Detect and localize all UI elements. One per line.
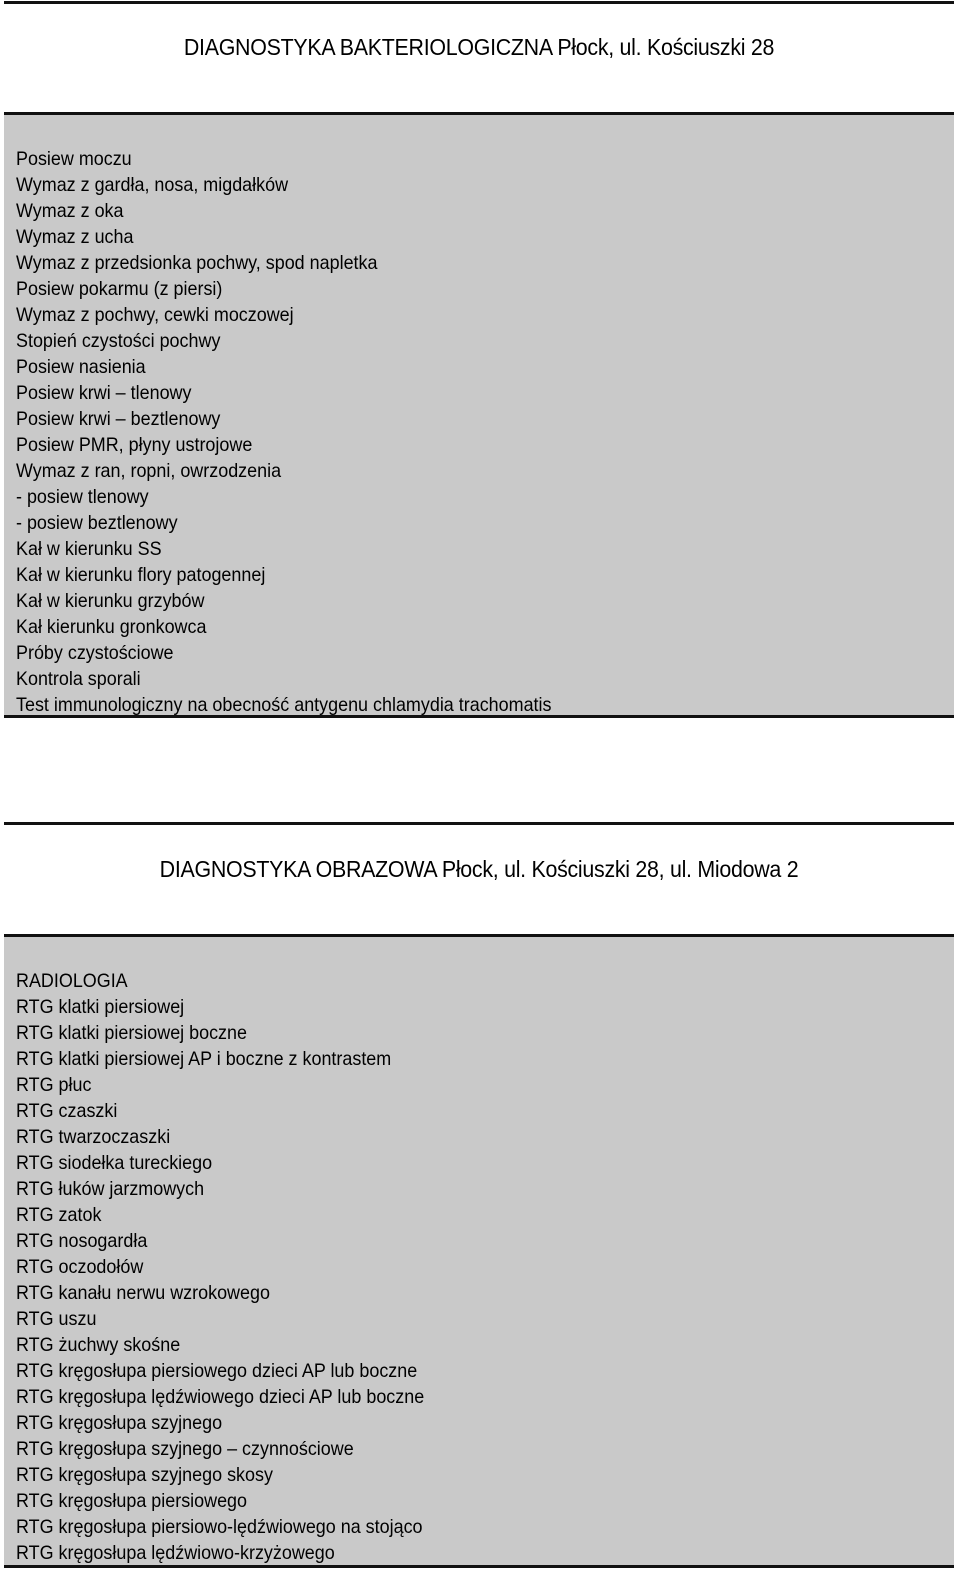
list-item: RTG klatki piersiowej boczne [16, 1022, 247, 1044]
list-item: RTG kręgosłupa piersiowego dzieci AP lub boczne [16, 1360, 418, 1382]
list-item: RTG uszu [16, 1308, 97, 1330]
list-item: RTG łuków jarzmowych [16, 1178, 205, 1200]
list-item: Kał w kierunku SS [16, 538, 162, 560]
list-item: Posiew pokarmu (z piersi) [16, 278, 223, 300]
list-item: RADIOLOGIA [16, 970, 128, 992]
list-item: RTG klatki piersiowej [16, 996, 185, 1018]
list-item: Kał kierunku gronkowca [16, 616, 207, 638]
list-item: RTG kręgosłupa szyjnego [16, 1412, 223, 1434]
list-item: - posiew tlenowy [16, 486, 149, 508]
list-item: RTG kręgosłupa szyjnego skosy [16, 1464, 273, 1486]
list-item: RTG oczodołów [16, 1256, 144, 1278]
list-item: Próby czystościowe [16, 642, 174, 664]
list-item: RTG czaszki [16, 1100, 118, 1122]
imaging-list [16, 968, 460, 1566]
list-item: Posiew moczu [16, 148, 132, 170]
list-item: RTG nosogardła [16, 1230, 148, 1252]
list-item: RTG kręgosłupa lędźwiowego dzieci AP lub boczne [16, 1386, 425, 1408]
list-item: Wymaz z ucha [16, 226, 134, 248]
list-item: Kał w kierunku grzybów [16, 590, 205, 612]
top-rule [4, 1, 954, 4]
list-item: Wymaz z gardła, nosa, migdałków [16, 174, 289, 196]
list-item: Wymaz z oka [16, 200, 124, 222]
list-item: RTG zatok [16, 1204, 102, 1226]
list-item: RTG kręgosłupa lędźwiowo-krzyżowego [16, 1542, 335, 1564]
list-item: Stopień czystości pochwy [16, 330, 221, 352]
bacteriology-list [16, 146, 598, 718]
imaging-panel [4, 934, 954, 1568]
list-item: Wymaz z pochwy, cewki moczowej [16, 304, 294, 326]
list-item: Test immunologiczny na obecność antygenu chlamydia trachomatis [16, 694, 552, 716]
list-item: RTG żuchwy skośne [16, 1334, 181, 1356]
list-item: RTG twarzoczaszki [16, 1126, 171, 1148]
list-item: Posiew nasienia [16, 356, 146, 378]
list-item: Posiew krwi – tlenowy [16, 382, 192, 404]
list-item: Kał w kierunku flory patogennej [16, 564, 266, 586]
section-title-bacteriology: DIAGNOSTYKA BAKTERIOLOGICZNA Płock, ul. Kościuszki 28 [183, 34, 775, 60]
section-divider-rule [4, 822, 954, 825]
list-item: RTG klatki piersiowej AP i boczne z kontrastem [16, 1048, 392, 1070]
list-item: RTG kręgosłupa szyjnego – czynnościowe [16, 1438, 354, 1460]
list-item: - posiew beztlenowy [16, 512, 178, 534]
bacteriology-panel [4, 112, 954, 718]
list-item: RTG kręgosłupa piersiowego [16, 1490, 248, 1512]
list-item: Posiew PMR, płyny ustrojowe [16, 434, 253, 456]
section-title-imaging: DIAGNOSTYKA OBRAZOWA Płock, ul. Kościuszki 28, ul. Miodowa 2 [159, 856, 799, 882]
list-item: RTG płuc [16, 1074, 92, 1096]
list-item: Wymaz z ran, ropni, owrzodzenia [16, 460, 282, 482]
list-item: RTG kręgosłupa piersiowo-lędźwiowego na stojąco [16, 1516, 423, 1538]
list-item: Wymaz z przedsionka pochwy, spod napletka [16, 252, 378, 274]
list-item: RTG kanału nerwu wzrokowego [16, 1282, 270, 1304]
list-item: RTG siodełka tureckiego [16, 1152, 213, 1174]
list-item: Kontrola sporali [16, 668, 141, 690]
list-item: Posiew krwi – beztlenowy [16, 408, 221, 430]
